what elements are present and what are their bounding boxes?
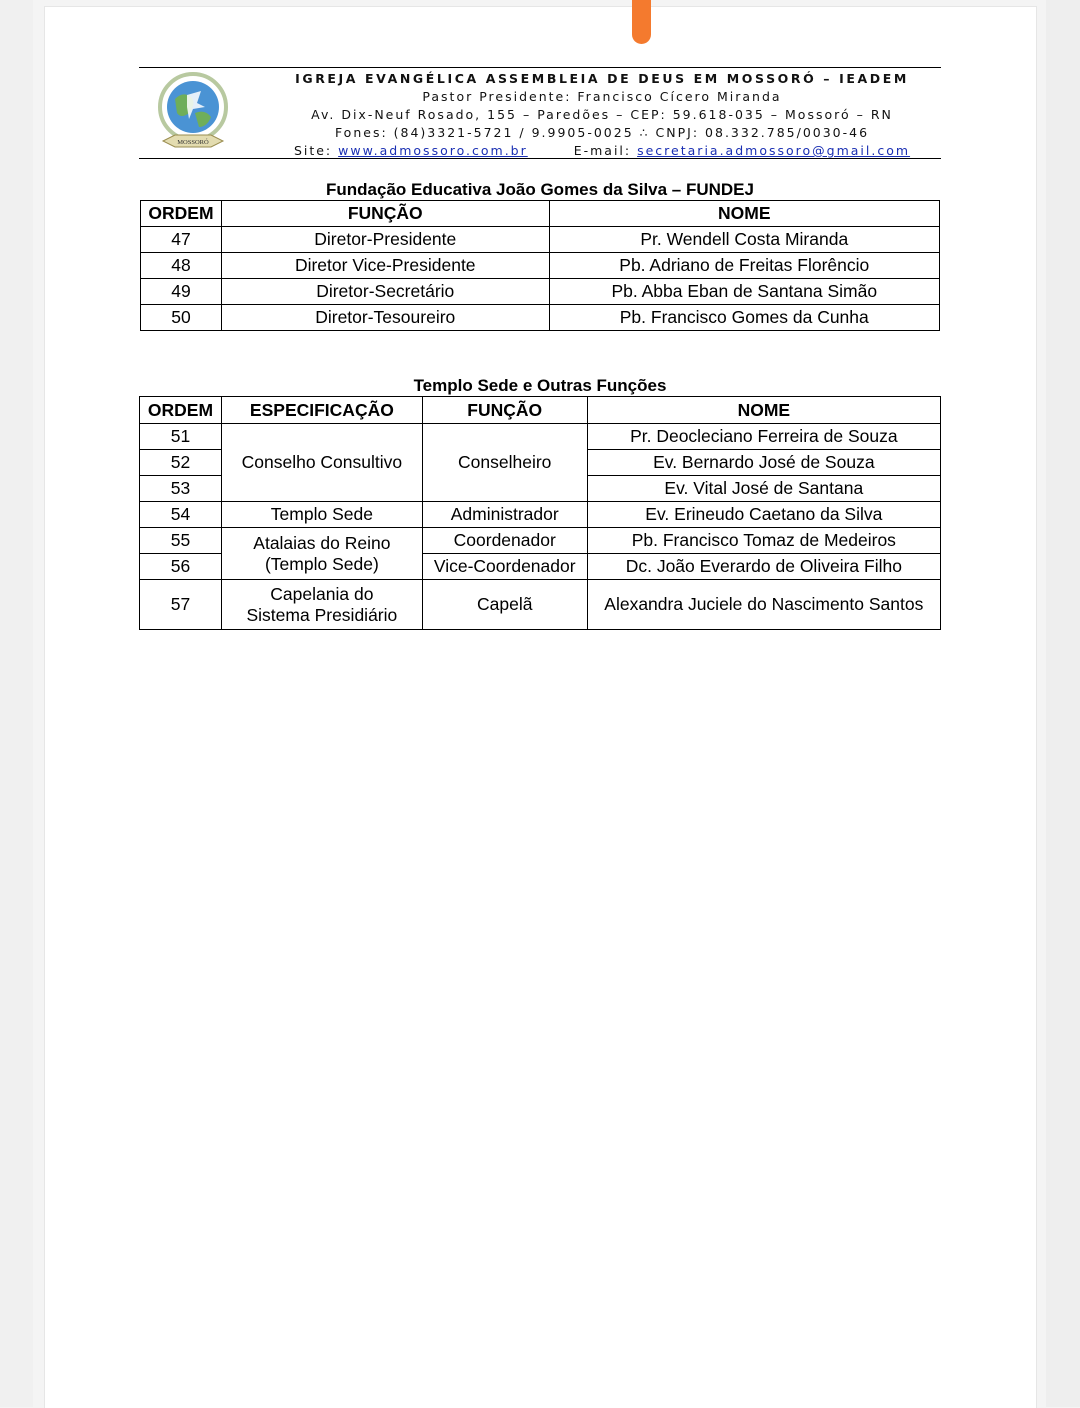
letterhead [139, 67, 941, 159]
cell-ordem: 55 [140, 528, 222, 554]
cell-funcao: Diretor Vice-Presidente [221, 253, 549, 279]
cell-ordem: 48 [141, 253, 222, 279]
header-nome: NOME [549, 201, 939, 227]
email-label: E-mail: [573, 143, 632, 158]
letterhead-text [263, 70, 941, 160]
cell-funcao: Diretor-Tesoureiro [221, 305, 549, 331]
cell-especificacao: Templo Sede [221, 502, 422, 528]
cell-ordem: 57 [140, 580, 222, 630]
header-ordem: ORDEM [141, 201, 222, 227]
cell-ordem: 52 [140, 450, 222, 476]
cell-ordem: 54 [140, 502, 222, 528]
templo-sede-table [139, 396, 941, 630]
cell-funcao: Coordenador [422, 528, 587, 554]
fundej-title: Fundação Educativa João Gomes da Silva – FUNDEJ [326, 180, 754, 199]
cell-funcao: Diretor-Secretário [221, 279, 549, 305]
cell-nome: Alexandra Juciele do Nascimento Santos [587, 580, 940, 630]
cell-ordem: 50 [141, 305, 222, 331]
cell-ordem: 51 [140, 424, 222, 450]
cell-funcao: Conselheiro [422, 424, 587, 502]
site-label: Site: [293, 143, 333, 158]
scroll-indicator[interactable] [632, 0, 651, 44]
header-funcao: FUNÇÃO [422, 397, 587, 424]
address-line: Av. Dix-Neuf Rosado, 155 – Paredões – CEP: 59.618-035 – Mossoró – RN [311, 107, 893, 122]
church-name: IGREJA EVANGÉLICA ASSEMBLEIA DE DEUS EM MOSSORÓ – IEADEM [295, 71, 909, 86]
header-especificacao: ESPECIFICAÇÃO [221, 397, 422, 424]
cell-ordem: 47 [141, 227, 222, 253]
cell-especificacao [221, 528, 422, 580]
cell-nome: Pb. Francisco Tomaz de Medeiros [587, 528, 940, 554]
cell-especificacao: Conselho Consultivo [221, 424, 422, 502]
header-ordem: ORDEM [140, 397, 222, 424]
contact-line [263, 142, 941, 160]
header-nome: NOME [587, 397, 940, 424]
table-header-row [141, 201, 940, 227]
church-logo-icon [153, 69, 233, 155]
fundej-table [140, 200, 940, 331]
cell-ordem: 56 [140, 554, 222, 580]
table-row [140, 528, 941, 554]
cell-funcao: Administrador [422, 502, 587, 528]
table-row [141, 227, 940, 253]
spec-line: Sistema Presidiário [246, 604, 398, 625]
cell-nome: Ev. Vital José de Santana [587, 476, 940, 502]
cell-ordem: 49 [141, 279, 222, 305]
cell-nome: Pb. Abba Eban de Santana Simão [549, 279, 939, 305]
spec-line: Capelania do [270, 583, 374, 604]
cell-funcao: Diretor-Presidente [221, 227, 549, 253]
table-row [141, 305, 940, 331]
table-row [141, 253, 940, 279]
cell-nome: Ev. Erineudo Caetano da Silva [587, 502, 940, 528]
pastor-line: Pastor Presidente: Francisco Cícero Miranda [422, 89, 782, 104]
phones-line: Fones: (84)3321-5721 / 9.9905-0025 ∴ CNPJ: 08.332.785/0030-46 [334, 125, 870, 140]
cell-especificacao [221, 580, 422, 630]
table-header-row [140, 397, 941, 424]
table-row [140, 580, 941, 630]
header-funcao: FUNÇÃO [221, 201, 549, 227]
cell-nome: Pb. Adriano de Freitas Florêncio [549, 253, 939, 279]
email-link[interactable]: secretaria.admossoro@gmail.com [637, 143, 911, 158]
cell-nome: Dc. João Everardo de Oliveira Filho [587, 554, 940, 580]
cell-nome: Pb. Francisco Gomes da Cunha [549, 305, 939, 331]
table-row [141, 279, 940, 305]
cell-nome: Ev. Bernardo José de Souza [587, 450, 940, 476]
site-link[interactable]: www.admossoro.com.br [338, 143, 528, 158]
svg-text:MOSSORÓ: MOSSORÓ [177, 139, 209, 146]
table-row [140, 502, 941, 528]
spec-line: (Templo Sede) [264, 553, 379, 574]
viewer-right-margin [1046, 0, 1080, 1407]
cell-ordem: 53 [140, 476, 222, 502]
table-row [140, 424, 941, 450]
cell-funcao: Vice-Coordenador [422, 554, 587, 580]
viewer-left-margin [0, 0, 33, 1407]
cell-nome: Pr. Wendell Costa Miranda [549, 227, 939, 253]
cell-nome: Pr. Deocleciano Ferreira de Souza [587, 424, 940, 450]
templo-sede-title: Templo Sede e Outras Funções [413, 376, 667, 395]
cell-funcao: Capelã [422, 580, 587, 630]
spec-line: Atalaias do Reino [253, 532, 391, 553]
